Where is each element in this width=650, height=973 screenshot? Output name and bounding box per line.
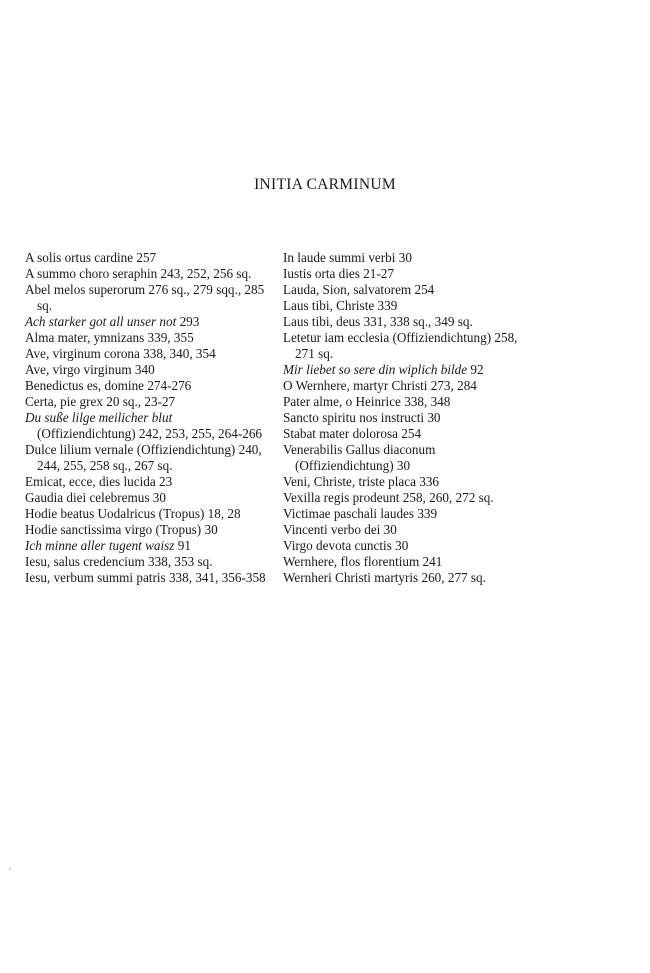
index-entry-text: Veni, Christe, triste placa 336 <box>283 474 440 489</box>
index-entry-text: Hodie beatus Uodalricus (Tropus) 18, 28 <box>25 506 241 521</box>
index-entry-text: Iesu, salus credencium 338, 353 sq. <box>25 554 213 569</box>
index-entry <box>25 538 267 554</box>
index-entry <box>283 538 527 554</box>
index-entry <box>25 394 267 410</box>
index-entry <box>25 490 267 506</box>
index-entry-text: Hodie sanctissima virgo (Tropus) 30 <box>25 522 218 537</box>
index-entry-text: Certa, pie grex 20 sq., 23-27 <box>25 394 176 409</box>
index-entry <box>283 314 527 330</box>
index-entry <box>283 506 527 522</box>
index-entry <box>283 362 527 378</box>
index-entry <box>25 250 267 266</box>
index-entry-text: Victimae paschali laudes 339 <box>283 506 438 521</box>
index-entry <box>283 490 527 506</box>
index-entry-text: Emicat, ecce, dies lucida 23 <box>25 474 173 489</box>
index-entry <box>25 330 267 346</box>
index-entry <box>25 570 267 586</box>
index-entry-title: Ich minne aller tugent waisz <box>25 538 175 553</box>
index-entry <box>25 314 267 330</box>
index-entry-text: Iesu, verbum summi patris 338, 341, 356-358 <box>25 570 266 585</box>
index-entry-text: Laus tibi, deus 331, 338 sq., 349 sq. <box>283 314 473 329</box>
index-entry-refs: 91 <box>174 538 191 553</box>
index-entry <box>25 522 267 538</box>
index-entry-text: Dulce lilium vernale (Offiziendichtung) 240, 244, 255, 258 sq., 267 sq. <box>25 442 262 473</box>
index-entry <box>25 442 267 474</box>
index-entry-title: Ach starker got all unser not <box>25 314 177 329</box>
index-entry <box>25 410 267 442</box>
index-entry-text: Wernhere, flos florentium 241 <box>283 554 443 569</box>
index-entry <box>283 442 527 474</box>
index-entry-refs: 293 <box>176 314 200 329</box>
index-entry <box>283 570 527 586</box>
stray-mark <box>9 868 11 870</box>
index-entry-text: Lauda, Sion, salvatorem 254 <box>283 282 435 297</box>
index-column-left <box>25 250 267 586</box>
index-entry-text: Letetur iam ecclesia (Offiziendichtung) 258, 271 sq. <box>283 330 518 361</box>
index-entry-text: Alma mater, ymnizans 339, 355 <box>25 330 194 345</box>
index-entry-title: Du suße lilge meilicher blut <box>25 410 173 425</box>
index-entry-text: Laus tibi, Christe 339 <box>283 298 398 313</box>
index-entry-text: A summo choro seraphin 243, 252, 256 sq. <box>25 266 252 281</box>
index-entry <box>283 330 527 362</box>
index-entry-text: A solis ortus cardine 257 <box>25 250 157 265</box>
index-entry <box>25 554 267 570</box>
index-entry <box>283 394 527 410</box>
index-entry-title: Mir liebet so sere din wiplich bilde <box>283 362 468 377</box>
index-entry-text: Abel melos superorum 276 sq., 279 sqq., 285 sq. <box>25 282 265 313</box>
index-entry-text: Vexilla regis prodeunt 258, 260, 272 sq. <box>283 490 494 505</box>
index-entry <box>283 410 527 426</box>
index-entry-text: Iustis orta dies 21-27 <box>283 266 394 281</box>
index-column-right <box>283 250 527 586</box>
index-entry-text: Vincenti verbo dei 30 <box>283 522 397 537</box>
index-entry-refs: (Offiziendichtung) 242, 253, 255, 264-266 <box>37 426 263 441</box>
index-entry-text: Venerabilis Gallus diaconum (Offiziendichtung) 30 <box>283 442 436 473</box>
index-entry-text: In laude summi verbi 30 <box>283 250 412 265</box>
index-entry <box>25 282 267 314</box>
index-entry <box>283 250 527 266</box>
index-entry <box>25 346 267 362</box>
index-entry-text: Wernheri Christi martyris 260, 277 sq. <box>283 570 486 585</box>
index-entry <box>283 554 527 570</box>
index-entry-text: O Wernhere, martyr Christi 273, 284 <box>283 378 477 393</box>
index-entry-text: Stabat mater dolorosa 254 <box>283 426 422 441</box>
index-entry <box>25 474 267 490</box>
index-entry <box>25 362 267 378</box>
index-entry <box>25 266 267 282</box>
page-title: INITIA CARMINUM <box>254 176 396 193</box>
index-entry <box>25 378 267 394</box>
index-entry-text: Pater alme, o Heinrice 338, 348 <box>283 394 451 409</box>
index-entry-text: Sancto spiritu nos instructi 30 <box>283 410 441 425</box>
index-entry <box>25 506 267 522</box>
index-entry-text: Benedictus es, domine 274-276 <box>25 378 192 393</box>
index-entry <box>283 266 527 282</box>
index-entry <box>283 378 527 394</box>
index-entry-text: Virgo devota cunctis 30 <box>283 538 409 553</box>
index-entry-refs: 92 <box>467 362 484 377</box>
index-entry <box>283 522 527 538</box>
index-entry <box>283 426 527 442</box>
index-entry <box>283 282 527 298</box>
index-entry-text: Ave, virgo virginum 340 <box>25 362 155 377</box>
index-entry-text: Gaudia diei celebremus 30 <box>25 490 166 505</box>
index-entry <box>283 474 527 490</box>
index-entry-text: Ave, virginum corona 338, 340, 354 <box>25 346 216 361</box>
index-entry <box>283 298 527 314</box>
